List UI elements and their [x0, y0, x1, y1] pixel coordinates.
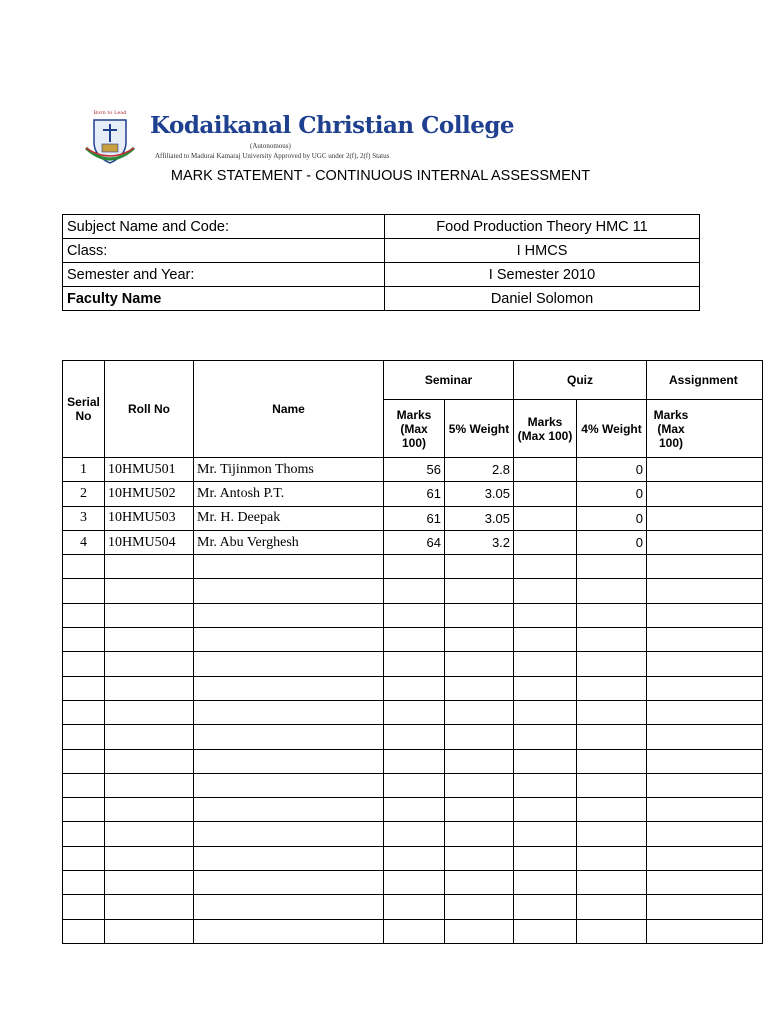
assignment-marks-cell	[647, 482, 763, 506]
empty-cell	[445, 871, 514, 895]
empty-cell	[63, 749, 105, 773]
empty-cell	[514, 919, 577, 943]
roll-cell: 10HMU501	[105, 458, 194, 482]
seminar-weight-cell: 2.8	[445, 458, 514, 482]
empty-cell	[384, 798, 445, 822]
empty-cell	[105, 676, 194, 700]
empty-cell	[577, 773, 647, 797]
empty-cell	[577, 749, 647, 773]
empty-cell	[514, 555, 577, 579]
empty-cell	[647, 773, 763, 797]
empty-table-row	[63, 725, 763, 749]
empty-cell	[194, 749, 384, 773]
empty-cell	[514, 871, 577, 895]
serial-cell: 2	[63, 482, 105, 506]
empty-cell	[445, 652, 514, 676]
empty-cell	[63, 895, 105, 919]
empty-cell	[647, 603, 763, 627]
empty-cell	[384, 773, 445, 797]
empty-cell	[514, 676, 577, 700]
info-value: Food Production Theory HMC 11	[385, 215, 700, 239]
empty-cell	[445, 846, 514, 870]
info-row-class	[63, 239, 700, 263]
empty-cell	[384, 725, 445, 749]
name-cell: Mr. Tijinmon Thoms	[194, 458, 384, 482]
empty-cell	[647, 700, 763, 724]
header-seminar-marks: Marks (Max 100)	[384, 400, 445, 458]
empty-cell	[194, 822, 384, 846]
empty-table-row	[63, 652, 763, 676]
empty-cell	[445, 749, 514, 773]
marks-table	[62, 360, 763, 944]
empty-cell	[577, 579, 647, 603]
empty-cell	[105, 798, 194, 822]
header-seminar-weight: 5% Weight	[445, 400, 514, 458]
empty-cell	[577, 676, 647, 700]
empty-cell	[577, 725, 647, 749]
empty-cell	[577, 871, 647, 895]
seminar-marks-cell: 61	[384, 506, 445, 530]
empty-cell	[445, 676, 514, 700]
empty-cell	[647, 846, 763, 870]
empty-cell	[577, 652, 647, 676]
info-label: Faculty Name	[63, 287, 385, 311]
empty-cell	[384, 555, 445, 579]
quiz-weight-cell: 0	[577, 482, 647, 506]
empty-table-row	[63, 919, 763, 943]
empty-cell	[445, 725, 514, 749]
empty-cell	[194, 700, 384, 724]
empty-cell	[445, 603, 514, 627]
seminar-marks-cell: 56	[384, 458, 445, 482]
empty-cell	[194, 555, 384, 579]
empty-cell	[105, 700, 194, 724]
empty-cell	[514, 628, 577, 652]
empty-cell	[384, 700, 445, 724]
empty-cell	[105, 749, 194, 773]
assignment-marks-cell	[647, 530, 763, 554]
empty-cell	[194, 579, 384, 603]
empty-table-row	[63, 628, 763, 652]
header-quiz: Quiz	[514, 361, 647, 400]
empty-cell	[577, 798, 647, 822]
empty-cell	[384, 652, 445, 676]
empty-cell	[514, 798, 577, 822]
header-roll-no: Roll No	[105, 361, 194, 458]
quiz-marks-cell	[514, 530, 577, 554]
empty-cell	[105, 725, 194, 749]
empty-cell	[194, 628, 384, 652]
empty-cell	[577, 628, 647, 652]
empty-cell	[63, 822, 105, 846]
college-name: Kodaikanal Christian College	[150, 112, 515, 139]
info-value: Daniel Solomon	[385, 287, 700, 311]
marks-table-viewport	[62, 360, 738, 944]
name-cell: Mr. H. Deepak	[194, 506, 384, 530]
info-value: I HMCS	[385, 239, 700, 263]
empty-table-row	[63, 555, 763, 579]
empty-cell	[63, 798, 105, 822]
empty-cell	[384, 676, 445, 700]
empty-cell	[384, 846, 445, 870]
seminar-marks-cell: 61	[384, 482, 445, 506]
info-value: I Semester 2010	[385, 263, 700, 287]
empty-table-row	[63, 773, 763, 797]
table-row	[63, 482, 763, 506]
empty-cell	[194, 652, 384, 676]
empty-cell	[445, 895, 514, 919]
empty-cell	[63, 676, 105, 700]
empty-cell	[647, 895, 763, 919]
empty-cell	[194, 725, 384, 749]
empty-cell	[577, 919, 647, 943]
empty-cell	[514, 725, 577, 749]
serial-cell: 3	[63, 506, 105, 530]
empty-cell	[647, 749, 763, 773]
document-title: MARK STATEMENT - CONTINUOUS INTERNAL ASSESSMENT	[170, 168, 591, 184]
empty-cell	[63, 846, 105, 870]
empty-cell	[445, 628, 514, 652]
college-affiliation: Affiliated to Madurai Kamaraj University Approved by UGC under 2(f), 2(f) Status	[155, 152, 390, 160]
empty-cell	[105, 919, 194, 943]
empty-cell	[514, 652, 577, 676]
roll-cell: 10HMU503	[105, 506, 194, 530]
empty-cell	[445, 555, 514, 579]
empty-cell	[647, 822, 763, 846]
empty-cell	[577, 822, 647, 846]
assignment-marks-cell	[647, 458, 763, 482]
marks-table-body	[63, 458, 763, 944]
empty-table-row	[63, 798, 763, 822]
quiz-marks-cell	[514, 482, 577, 506]
header-assignment-marks-text: Marks (Max 100)	[653, 407, 689, 450]
quiz-weight-cell: 0	[577, 506, 647, 530]
roll-cell: 10HMU504	[105, 530, 194, 554]
empty-cell	[647, 725, 763, 749]
serial-cell: 4	[63, 530, 105, 554]
empty-cell	[63, 603, 105, 627]
seminar-weight-cell: 3.05	[445, 482, 514, 506]
empty-cell	[194, 871, 384, 895]
empty-cell	[384, 822, 445, 846]
empty-cell	[105, 652, 194, 676]
info-row-subject	[63, 215, 700, 239]
info-label: Subject Name and Code:	[63, 215, 385, 239]
header-assignment: Assignment	[647, 361, 763, 400]
empty-cell	[63, 700, 105, 724]
empty-cell	[445, 700, 514, 724]
empty-cell	[514, 773, 577, 797]
empty-cell	[384, 603, 445, 627]
college-logo	[80, 108, 515, 168]
info-row-faculty	[63, 287, 700, 311]
name-cell: Mr. Abu Verghesh	[194, 530, 384, 554]
empty-cell	[384, 895, 445, 919]
empty-cell	[63, 628, 105, 652]
empty-cell	[577, 846, 647, 870]
header-name: Name	[194, 361, 384, 458]
info-row-semester	[63, 263, 700, 287]
empty-cell	[105, 555, 194, 579]
table-row	[63, 458, 763, 482]
empty-table-row	[63, 700, 763, 724]
empty-cell	[194, 676, 384, 700]
table-row	[63, 506, 763, 530]
empty-cell	[647, 676, 763, 700]
empty-cell	[647, 579, 763, 603]
empty-cell	[384, 579, 445, 603]
empty-cell	[647, 555, 763, 579]
empty-cell	[194, 846, 384, 870]
info-label: Semester and Year:	[63, 263, 385, 287]
empty-cell	[384, 628, 445, 652]
empty-cell	[647, 871, 763, 895]
empty-cell	[105, 603, 194, 627]
empty-cell	[445, 919, 514, 943]
name-cell: Mr. Antosh P.T.	[194, 482, 384, 506]
subject-info-table	[62, 214, 700, 311]
empty-cell	[105, 579, 194, 603]
quiz-marks-cell	[514, 506, 577, 530]
empty-cell	[514, 603, 577, 627]
empty-cell	[647, 628, 763, 652]
empty-cell	[194, 798, 384, 822]
empty-cell	[384, 871, 445, 895]
header-assignment-marks	[647, 400, 763, 458]
table-row	[63, 530, 763, 554]
empty-cell	[577, 603, 647, 627]
empty-cell	[577, 895, 647, 919]
college-seal-icon	[80, 108, 140, 168]
empty-table-row	[63, 603, 763, 627]
empty-cell	[514, 822, 577, 846]
empty-cell	[63, 579, 105, 603]
college-status: (Autonomous)	[250, 142, 291, 150]
seminar-weight-cell: 3.2	[445, 530, 514, 554]
empty-cell	[63, 919, 105, 943]
empty-cell	[105, 871, 194, 895]
empty-cell	[647, 919, 763, 943]
empty-cell	[63, 871, 105, 895]
empty-cell	[194, 895, 384, 919]
empty-cell	[105, 773, 194, 797]
info-label: Class:	[63, 239, 385, 263]
header-seminar: Seminar	[384, 361, 514, 400]
empty-table-row	[63, 579, 763, 603]
empty-cell	[194, 919, 384, 943]
empty-cell	[105, 846, 194, 870]
empty-cell	[514, 579, 577, 603]
empty-table-row	[63, 822, 763, 846]
seal-motto-text: Born to Lead	[93, 110, 127, 116]
roll-cell: 10HMU502	[105, 482, 194, 506]
empty-cell	[384, 749, 445, 773]
empty-cell	[514, 749, 577, 773]
empty-cell	[514, 700, 577, 724]
empty-cell	[63, 555, 105, 579]
empty-cell	[445, 798, 514, 822]
empty-cell	[384, 919, 445, 943]
empty-table-row	[63, 871, 763, 895]
seminar-marks-cell: 64	[384, 530, 445, 554]
empty-cell	[445, 822, 514, 846]
empty-cell	[577, 700, 647, 724]
empty-cell	[63, 652, 105, 676]
header-quiz-marks: Marks (Max 100)	[514, 400, 577, 458]
quiz-marks-cell	[514, 458, 577, 482]
empty-cell	[194, 603, 384, 627]
empty-cell	[514, 846, 577, 870]
empty-table-row	[63, 676, 763, 700]
empty-table-row	[63, 749, 763, 773]
empty-cell	[445, 773, 514, 797]
empty-table-row	[63, 846, 763, 870]
seminar-weight-cell: 3.05	[445, 506, 514, 530]
empty-cell	[445, 579, 514, 603]
empty-cell	[647, 652, 763, 676]
empty-cell	[647, 798, 763, 822]
empty-cell	[105, 628, 194, 652]
empty-table-row	[63, 895, 763, 919]
quiz-weight-cell: 0	[577, 458, 647, 482]
header-serial-no: Serial No	[63, 361, 105, 458]
assignment-marks-cell	[647, 506, 763, 530]
empty-cell	[63, 773, 105, 797]
empty-cell	[63, 725, 105, 749]
header-quiz-weight: 4% Weight	[577, 400, 647, 458]
empty-cell	[105, 822, 194, 846]
empty-cell	[514, 895, 577, 919]
empty-cell	[105, 895, 194, 919]
empty-cell	[194, 773, 384, 797]
serial-cell: 1	[63, 458, 105, 482]
empty-cell	[577, 555, 647, 579]
quiz-weight-cell: 0	[577, 530, 647, 554]
